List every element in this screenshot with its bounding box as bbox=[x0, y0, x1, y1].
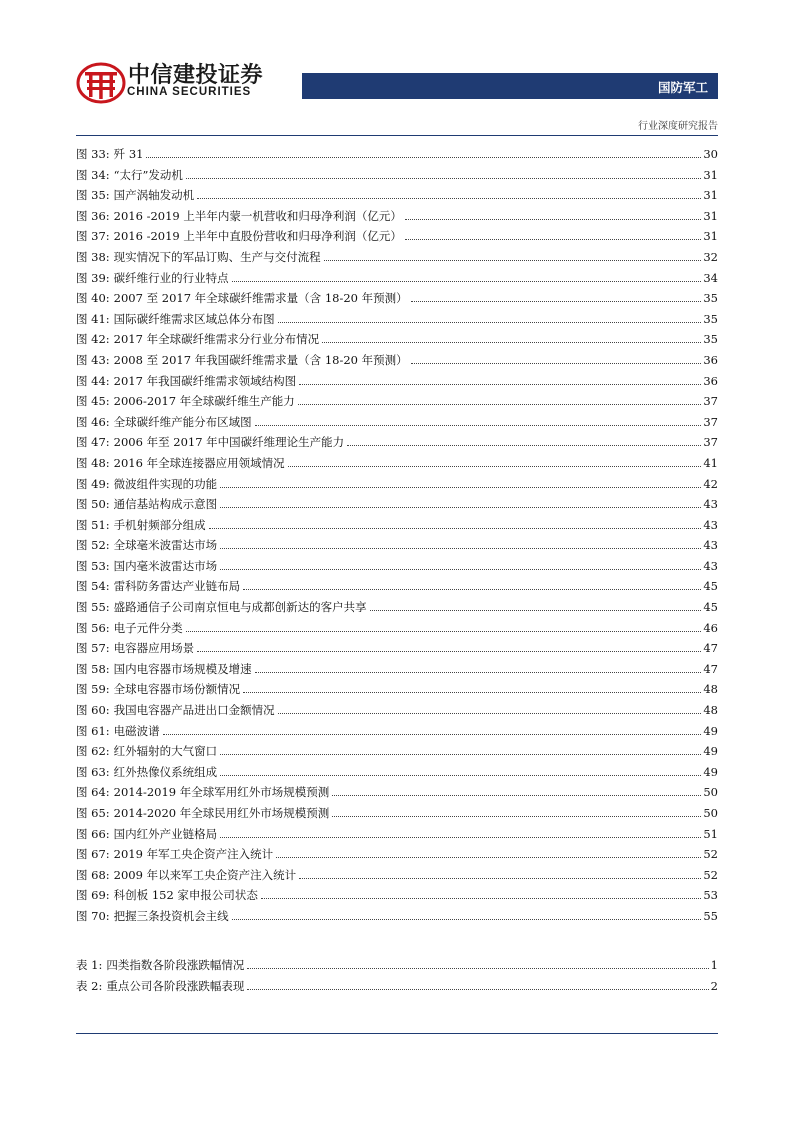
toc-page: 42 bbox=[703, 476, 718, 491]
toc-title: 2016 年全球连接器应用领域情况 bbox=[113, 455, 285, 470]
toc-title: 重点公司各阶段涨跌幅表现 bbox=[106, 978, 245, 993]
toc-entry[interactable] bbox=[76, 455, 718, 476]
toc-entry[interactable] bbox=[76, 702, 718, 723]
toc-title: 2019 年军工央企资产注入统计 bbox=[113, 847, 274, 862]
toc-page: 32 bbox=[703, 249, 718, 264]
brand-name-en: CHINA SECURITIES bbox=[127, 86, 252, 98]
toc-leader bbox=[220, 507, 701, 508]
toc-leader bbox=[220, 754, 701, 755]
toc-page: 37 bbox=[703, 414, 718, 429]
toc-page: 50 bbox=[703, 806, 718, 820]
toc-label: 图 55: bbox=[76, 600, 110, 615]
toc-entry[interactable] bbox=[76, 517, 718, 538]
toc-page: 47 bbox=[703, 641, 718, 656]
toc-entry[interactable] bbox=[76, 373, 718, 394]
toc-entry[interactable] bbox=[76, 867, 718, 888]
toc-entry[interactable] bbox=[76, 957, 718, 978]
toc-entry[interactable] bbox=[76, 599, 718, 620]
toc-label: 图 40: bbox=[76, 291, 110, 306]
toc-title: 国产涡轴发动机 bbox=[113, 188, 195, 203]
toc-page: 52 bbox=[703, 847, 718, 862]
toc-leader bbox=[332, 816, 701, 817]
toc-entry[interactable] bbox=[76, 887, 718, 908]
china-securities-logo-icon bbox=[76, 62, 126, 104]
toc-page: 43 bbox=[703, 497, 718, 512]
toc-leader bbox=[146, 157, 701, 158]
toc-page: 31 bbox=[703, 188, 718, 203]
toc-title: 盛路通信子公司南京恒电与成都创新达的客户共享 bbox=[113, 600, 367, 615]
toc-label: 图 60: bbox=[76, 703, 110, 718]
toc-leader bbox=[220, 569, 701, 570]
figure-list bbox=[76, 146, 718, 929]
toc-page: 43 bbox=[703, 558, 718, 573]
toc-label: 图 37: bbox=[76, 229, 110, 244]
toc-page: 45 bbox=[703, 600, 718, 615]
toc-label: 图 44: bbox=[76, 373, 110, 388]
toc-title: 2008 至 2017 年我国碳纤维需求量（含 18-20 年预测） bbox=[113, 352, 408, 367]
toc-label: 图 41: bbox=[76, 311, 110, 326]
toc-title: 国内毫米波雷达市场 bbox=[113, 558, 218, 573]
toc-page: 43 bbox=[703, 517, 718, 532]
toc-entry[interactable] bbox=[76, 228, 718, 249]
section-title: 国防军工 bbox=[657, 80, 708, 95]
toc-label: 图 51: bbox=[76, 517, 110, 532]
toc-title: 2009 年以来军工央企资产注入统计 bbox=[113, 867, 297, 882]
toc-label: 表 1: bbox=[76, 958, 103, 972]
toc-title: 我国电容器产品进出口金额情况 bbox=[113, 703, 275, 718]
toc-title: 2006 年至 2017 年中国碳纤维理论生产能力 bbox=[113, 435, 345, 450]
toc-label: 图 67: bbox=[76, 847, 110, 862]
toc-page: 34 bbox=[703, 270, 718, 285]
toc-leader bbox=[243, 589, 701, 590]
toc-page: 49 bbox=[703, 764, 718, 779]
toc-label: 图 43: bbox=[76, 352, 110, 367]
toc-entry[interactable] bbox=[76, 290, 718, 311]
toc-label: 图 35: bbox=[76, 188, 110, 203]
toc-label: 图 56: bbox=[76, 620, 110, 635]
toc-page: 50 bbox=[703, 785, 718, 800]
toc-title: 通信基站构成示意图 bbox=[113, 497, 218, 512]
table-list bbox=[76, 957, 718, 998]
toc-entry[interactable] bbox=[76, 187, 718, 208]
toc-leader bbox=[163, 734, 702, 735]
toc-leader bbox=[370, 610, 702, 611]
toc-leader bbox=[220, 487, 701, 488]
toc-entry[interactable] bbox=[76, 764, 718, 785]
toc-page: 30 bbox=[703, 147, 718, 161]
toc-entry[interactable] bbox=[76, 805, 718, 826]
toc-entry[interactable] bbox=[76, 908, 718, 929]
toc-page: 37 bbox=[703, 435, 718, 450]
toc-page: 35 bbox=[703, 332, 718, 347]
toc-leader bbox=[220, 775, 701, 776]
toc-leader bbox=[186, 178, 701, 179]
toc-label: 图 33: bbox=[76, 147, 110, 161]
toc-leader bbox=[220, 548, 701, 549]
toc-label: 图 34: bbox=[76, 167, 110, 182]
toc-page: 43 bbox=[703, 538, 718, 553]
toc-page: 55 bbox=[703, 908, 718, 923]
toc-leader bbox=[405, 219, 701, 220]
toc-leader bbox=[298, 404, 702, 405]
toc-title: 2017 年我国碳纤维需求领域结构图 bbox=[113, 373, 297, 388]
toc-label: 图 36: bbox=[76, 208, 110, 223]
toc-entry[interactable] bbox=[76, 414, 718, 435]
toc-leader bbox=[299, 878, 701, 879]
toc-leader bbox=[324, 260, 702, 261]
toc-title: 把握三条投资机会主线 bbox=[113, 908, 229, 923]
toc-leader bbox=[322, 342, 701, 343]
toc-entry[interactable] bbox=[76, 723, 718, 744]
toc-page: 52 bbox=[703, 867, 718, 882]
toc-leader bbox=[232, 919, 702, 920]
toc-title: 2016 -2019 上半年中直股份营收和归母净利润（亿元） bbox=[113, 229, 402, 244]
toc-title: 2017 年全球碳纤维需求分行业分布情况 bbox=[113, 332, 320, 347]
toc-label: 图 38: bbox=[76, 249, 110, 264]
toc-leader bbox=[276, 857, 701, 858]
toc-entry[interactable] bbox=[76, 208, 718, 229]
toc-leader bbox=[405, 239, 701, 240]
toc-page: 35 bbox=[703, 291, 718, 306]
toc-page: 31 bbox=[703, 229, 718, 244]
toc-page: 45 bbox=[703, 579, 718, 594]
toc-entry[interactable] bbox=[76, 578, 718, 599]
toc-title: 现实情况下的军品订购、生产与交付流程 bbox=[113, 249, 321, 264]
toc-entry[interactable] bbox=[76, 270, 718, 291]
toc-label: 图 52: bbox=[76, 538, 110, 553]
toc-page: 31 bbox=[703, 167, 718, 182]
toc-title: 碳纤维行业的行业特点 bbox=[113, 270, 229, 285]
toc-entry[interactable] bbox=[76, 249, 718, 270]
toc-title: 红外热像仪系统组成 bbox=[113, 764, 218, 779]
toc-label: 图 58: bbox=[76, 661, 110, 676]
toc-entry[interactable] bbox=[76, 476, 718, 497]
toc-label: 图 64: bbox=[76, 785, 110, 800]
toc-entry[interactable] bbox=[76, 496, 718, 517]
toc-leader bbox=[255, 425, 702, 426]
toc-label: 图 62: bbox=[76, 744, 110, 759]
toc-label: 图 66: bbox=[76, 826, 110, 841]
toc-title: 2016 -2019 上半年内蒙一机营收和归母净利润（亿元） bbox=[113, 208, 402, 223]
toc-title: 2014-2020 年全球民用红外市场规模预测 bbox=[113, 806, 330, 820]
toc-leader bbox=[261, 898, 701, 899]
toc-page: 35 bbox=[703, 311, 718, 326]
toc-entry[interactable] bbox=[76, 537, 718, 558]
toc-page: 49 bbox=[703, 744, 718, 759]
toc-label: 图 70: bbox=[76, 908, 110, 923]
toc-title: 2007 至 2017 年全球碳纤维需求量（含 18-20 年预测） bbox=[113, 291, 408, 306]
toc-label: 图 65: bbox=[76, 806, 110, 820]
toc-leader bbox=[247, 968, 708, 969]
footer-divider bbox=[76, 1033, 718, 1034]
toc-label: 图 63: bbox=[76, 764, 110, 779]
toc-leader bbox=[255, 672, 702, 673]
toc-entry[interactable] bbox=[76, 393, 718, 414]
toc-title: 国内电容器市场规模及增速 bbox=[113, 661, 252, 676]
toc-title: 手机射频部分组成 bbox=[113, 517, 206, 532]
toc-title: 科创板 152 家申报公司状态 bbox=[113, 888, 258, 903]
toc-title: 2006-2017 年全球碳纤维生产能力 bbox=[113, 394, 295, 409]
toc-label: 图 49: bbox=[76, 476, 110, 491]
toc-label: 图 47: bbox=[76, 435, 110, 450]
toc-label: 图 54: bbox=[76, 579, 110, 594]
toc-label: 表 2: bbox=[76, 978, 103, 993]
toc-label: 图 61: bbox=[76, 723, 110, 738]
toc-label: 图 48: bbox=[76, 455, 110, 470]
toc-leader bbox=[411, 301, 702, 302]
toc-title: 2014-2019 年全球军用红外市场规模预测 bbox=[113, 785, 330, 800]
toc-page: 2 bbox=[710, 978, 718, 993]
toc-page: 1 bbox=[710, 958, 718, 972]
toc-entry[interactable] bbox=[76, 434, 718, 455]
toc-leader bbox=[299, 384, 701, 385]
toc-title: 歼 31 bbox=[113, 147, 144, 161]
toc-entry[interactable] bbox=[76, 681, 718, 702]
toc-page: 48 bbox=[703, 682, 718, 697]
toc-page: 46 bbox=[703, 620, 718, 635]
toc-leader bbox=[197, 198, 701, 199]
toc-entry[interactable] bbox=[76, 640, 718, 661]
toc-page: 41 bbox=[703, 455, 718, 470]
toc-leader bbox=[220, 837, 701, 838]
toc-entry[interactable] bbox=[76, 661, 718, 682]
toc-title: 国内红外产业链格局 bbox=[113, 826, 218, 841]
toc-title: 红外辐射的大气窗口 bbox=[113, 744, 218, 759]
toc-leader bbox=[278, 713, 702, 714]
toc-entry[interactable] bbox=[76, 978, 718, 999]
header-divider bbox=[76, 135, 718, 136]
toc-page: 36 bbox=[703, 352, 718, 367]
toc-page: 48 bbox=[703, 703, 718, 718]
toc-label: 图 50: bbox=[76, 497, 110, 512]
toc-title: 电容器应用场景 bbox=[113, 641, 195, 656]
toc-label: 图 42: bbox=[76, 332, 110, 347]
toc-leader bbox=[232, 281, 702, 282]
toc-page: 49 bbox=[703, 723, 718, 738]
toc-entry[interactable] bbox=[76, 167, 718, 188]
toc-page: 47 bbox=[703, 661, 718, 676]
toc-entry[interactable] bbox=[76, 311, 718, 332]
toc-leader bbox=[209, 528, 702, 529]
toc-label: 图 69: bbox=[76, 888, 110, 903]
toc-leader bbox=[288, 466, 702, 467]
toc-page: 51 bbox=[703, 826, 718, 841]
toc-leader bbox=[347, 445, 701, 446]
toc-label: 图 39: bbox=[76, 270, 110, 285]
toc-leader bbox=[247, 989, 708, 990]
toc-title: 四类指数各阶段涨跌幅情况 bbox=[106, 958, 245, 972]
toc-entry[interactable] bbox=[76, 146, 718, 167]
toc-entry[interactable] bbox=[76, 620, 718, 641]
toc-entry[interactable] bbox=[76, 743, 718, 764]
toc-leader bbox=[332, 795, 701, 796]
toc-title: 全球碳纤维产能分布区域图 bbox=[113, 414, 252, 429]
toc-leader bbox=[278, 322, 702, 323]
toc-title: 国际碳纤维需求区域总体分布图 bbox=[113, 311, 275, 326]
toc-label: 图 68: bbox=[76, 867, 110, 882]
toc-leader bbox=[411, 363, 702, 364]
toc-label: 图 46: bbox=[76, 414, 110, 429]
brand-name-cn: 中信建投证券 bbox=[128, 63, 264, 88]
toc-label: 图 57: bbox=[76, 641, 110, 656]
report-type-label: 行业深度研究报告 bbox=[638, 121, 718, 132]
toc-title: 全球毫米波雷达市场 bbox=[113, 538, 218, 553]
toc-entry[interactable] bbox=[76, 784, 718, 805]
toc-label: 图 53: bbox=[76, 558, 110, 573]
toc-label: 图 45: bbox=[76, 394, 110, 409]
toc-page: 31 bbox=[703, 208, 718, 223]
toc-label: 图 59: bbox=[76, 682, 110, 697]
toc-entry[interactable] bbox=[76, 846, 718, 867]
toc-title: 电磁波谱 bbox=[113, 723, 160, 738]
toc-title: 雷科防务雷达产业链布局 bbox=[113, 579, 241, 594]
toc-leader bbox=[197, 651, 701, 652]
toc-leader bbox=[186, 631, 702, 632]
toc-page: 36 bbox=[703, 373, 718, 388]
toc-title: 电子元件分类 bbox=[113, 620, 183, 635]
toc-entry[interactable] bbox=[76, 558, 718, 579]
toc-entry[interactable] bbox=[76, 826, 718, 847]
section-banner bbox=[302, 73, 718, 99]
toc-entry[interactable] bbox=[76, 352, 718, 373]
toc-title: 全球电容器市场份额情况 bbox=[113, 682, 241, 697]
toc-entry[interactable] bbox=[76, 331, 718, 352]
toc-page: 37 bbox=[703, 394, 718, 409]
toc-leader bbox=[243, 692, 701, 693]
toc-title: 微波组件实现的功能 bbox=[113, 476, 218, 491]
toc-title: “太行”发动机 bbox=[113, 167, 183, 182]
toc-page: 53 bbox=[703, 888, 718, 903]
